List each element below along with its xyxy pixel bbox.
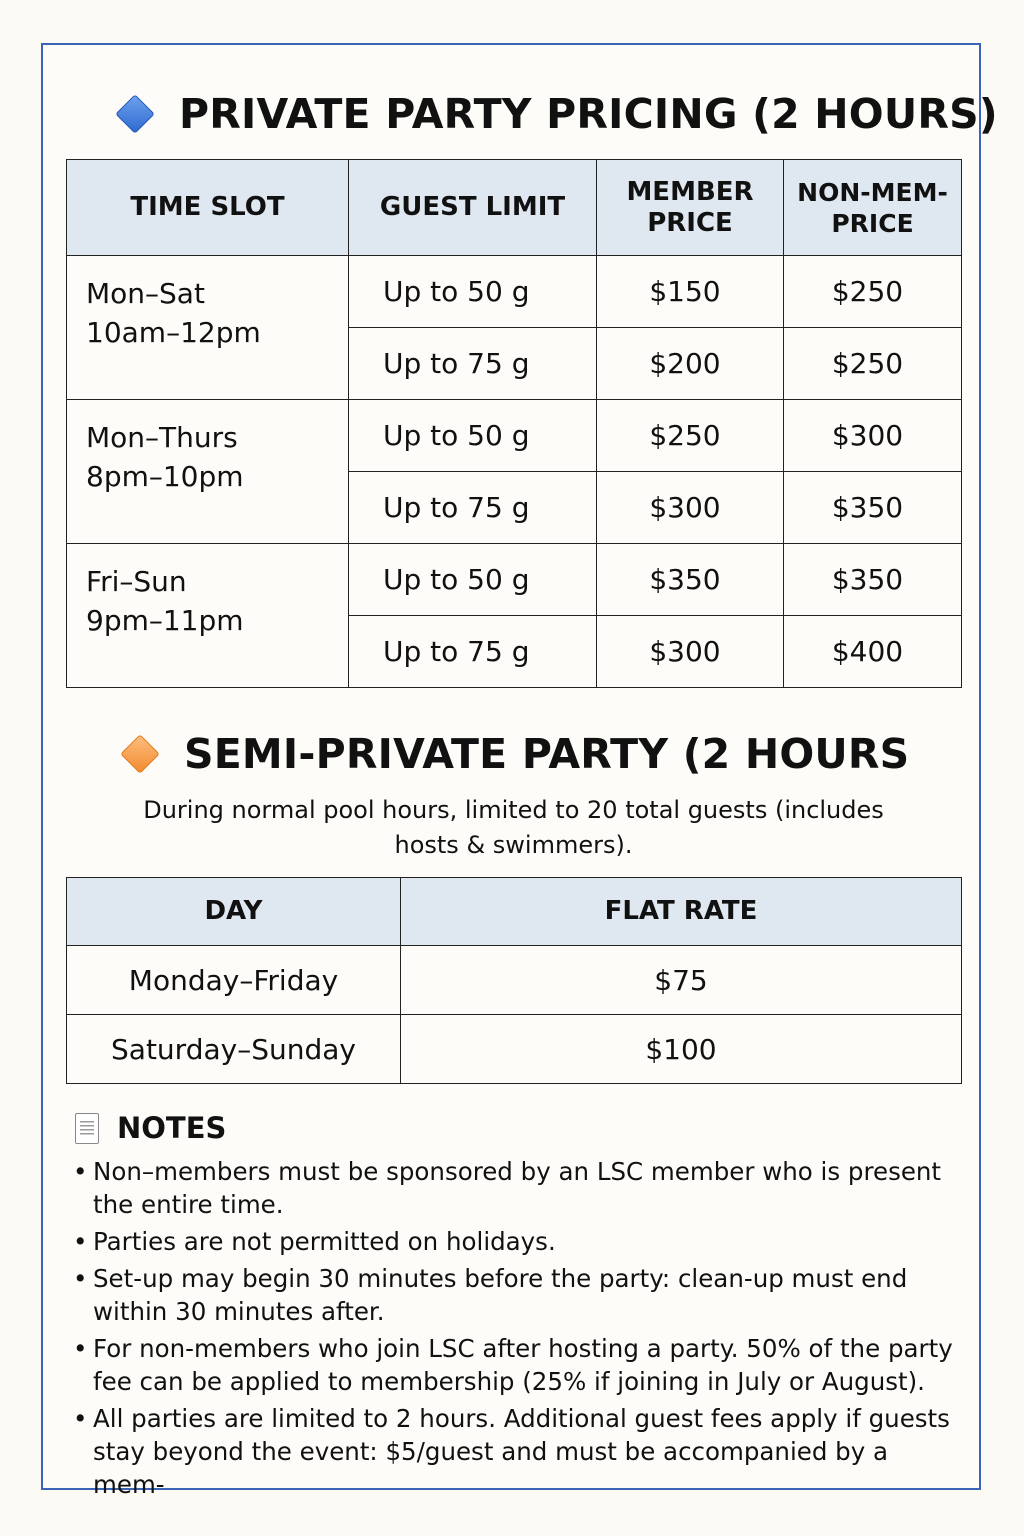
time-slot-days: Fri–Sun bbox=[86, 565, 187, 598]
header-non-member-price: NON-MEM-PRICE bbox=[784, 160, 962, 256]
non-member-price-cell: $300 bbox=[784, 400, 962, 472]
notes-list bbox=[73, 1155, 953, 1505]
list-item: • Set-up may begin 30 minutes before the party: clean-up must end within 30 minutes after. bbox=[73, 1262, 953, 1328]
non-member-price-cell: $350 bbox=[784, 544, 962, 616]
private-party-heading bbox=[113, 85, 998, 143]
list-item: • Non–members must be sponsored by an LSC member who is present the entire time. bbox=[73, 1155, 953, 1221]
time-slot-hours: 9pm–11pm bbox=[86, 604, 244, 637]
header-member-price: MEMBER PRICE bbox=[597, 160, 784, 256]
list-item: • All parties are limited to 2 hours. Additional guest fees apply if guests stay beyond the event: $5/guest and must be accompanied by a mem- bbox=[73, 1402, 953, 1501]
non-member-price-cell: $250 bbox=[784, 328, 962, 400]
non-member-price-cell: $250 bbox=[784, 256, 962, 328]
table-row bbox=[67, 256, 962, 328]
time-slot-cell bbox=[67, 400, 349, 544]
time-slot-cell bbox=[67, 544, 349, 688]
header-day: DAY bbox=[67, 878, 401, 946]
table-row bbox=[67, 544, 962, 616]
member-price-cell: $200 bbox=[597, 328, 784, 400]
rate-cell: $75 bbox=[401, 946, 962, 1015]
non-member-price-cell: $350 bbox=[784, 472, 962, 544]
table-row bbox=[67, 400, 962, 472]
rate-cell: $100 bbox=[401, 1015, 962, 1084]
member-price-cell: $300 bbox=[597, 472, 784, 544]
notes-heading bbox=[75, 1111, 226, 1145]
time-slot-days: Mon–Sat bbox=[86, 277, 205, 310]
time-slot-days: Mon–Thurs bbox=[86, 421, 238, 454]
semi-private-table bbox=[66, 877, 962, 1084]
time-slot-hours: 10am–12pm bbox=[86, 316, 261, 349]
guest-limit-cell: Up to 50 g bbox=[349, 544, 597, 616]
semi-private-title: SEMI-PRIVATE PARTY (2 HOURS bbox=[184, 730, 910, 778]
blue-diamond-icon bbox=[115, 94, 155, 134]
table-header-row bbox=[67, 160, 962, 256]
orange-diamond-icon bbox=[120, 734, 160, 774]
time-slot-hours: 8pm–10pm bbox=[86, 460, 244, 493]
notes-title: NOTES bbox=[117, 1111, 227, 1145]
header-guest-limit: GUEST LIMIT bbox=[349, 160, 597, 256]
day-cell: Saturday–Sunday bbox=[67, 1015, 401, 1084]
guest-limit-cell: Up to 50 g bbox=[349, 400, 597, 472]
member-price-cell: $350 bbox=[597, 544, 784, 616]
subtitle-line: hosts & swimmers). bbox=[394, 831, 633, 859]
semi-private-heading bbox=[118, 725, 909, 783]
flyer-frame bbox=[41, 43, 998, 1499]
guest-limit-cell: Up to 50 g bbox=[349, 256, 597, 328]
list-item: • Parties are not permitted on holidays. bbox=[73, 1225, 953, 1258]
member-price-cell: $250 bbox=[597, 400, 784, 472]
table-header-row bbox=[67, 878, 962, 946]
table-row bbox=[67, 946, 962, 1015]
member-price-cell: $150 bbox=[597, 256, 784, 328]
private-pricing-table bbox=[66, 159, 962, 688]
member-price-cell: $300 bbox=[597, 616, 784, 688]
document-icon bbox=[75, 1113, 99, 1144]
time-slot-cell bbox=[67, 256, 349, 400]
non-member-price-cell: $400 bbox=[784, 616, 962, 688]
table-row bbox=[67, 1015, 962, 1084]
day-cell: Monday–Friday bbox=[67, 946, 401, 1015]
header-flat-rate: FLAT RATE bbox=[401, 878, 962, 946]
guest-limit-cell: Up to 75 g bbox=[349, 328, 597, 400]
guest-limit-cell: Up to 75 g bbox=[349, 472, 597, 544]
semi-private-subtitle bbox=[66, 793, 961, 863]
subtitle-line: During normal pool hours, limited to 20 total guests (includes bbox=[143, 796, 884, 824]
list-item: • For non-members who join LSC after hosting a party. 50% of the party fee can be applied to membership (25% if joining in July or August). bbox=[73, 1332, 953, 1398]
private-party-title: PRIVATE PARTY PRICING (2 HOURS) bbox=[179, 90, 998, 138]
guest-limit-cell: Up to 75 g bbox=[349, 616, 597, 688]
header-time-slot: TIME SLOT bbox=[67, 160, 349, 256]
